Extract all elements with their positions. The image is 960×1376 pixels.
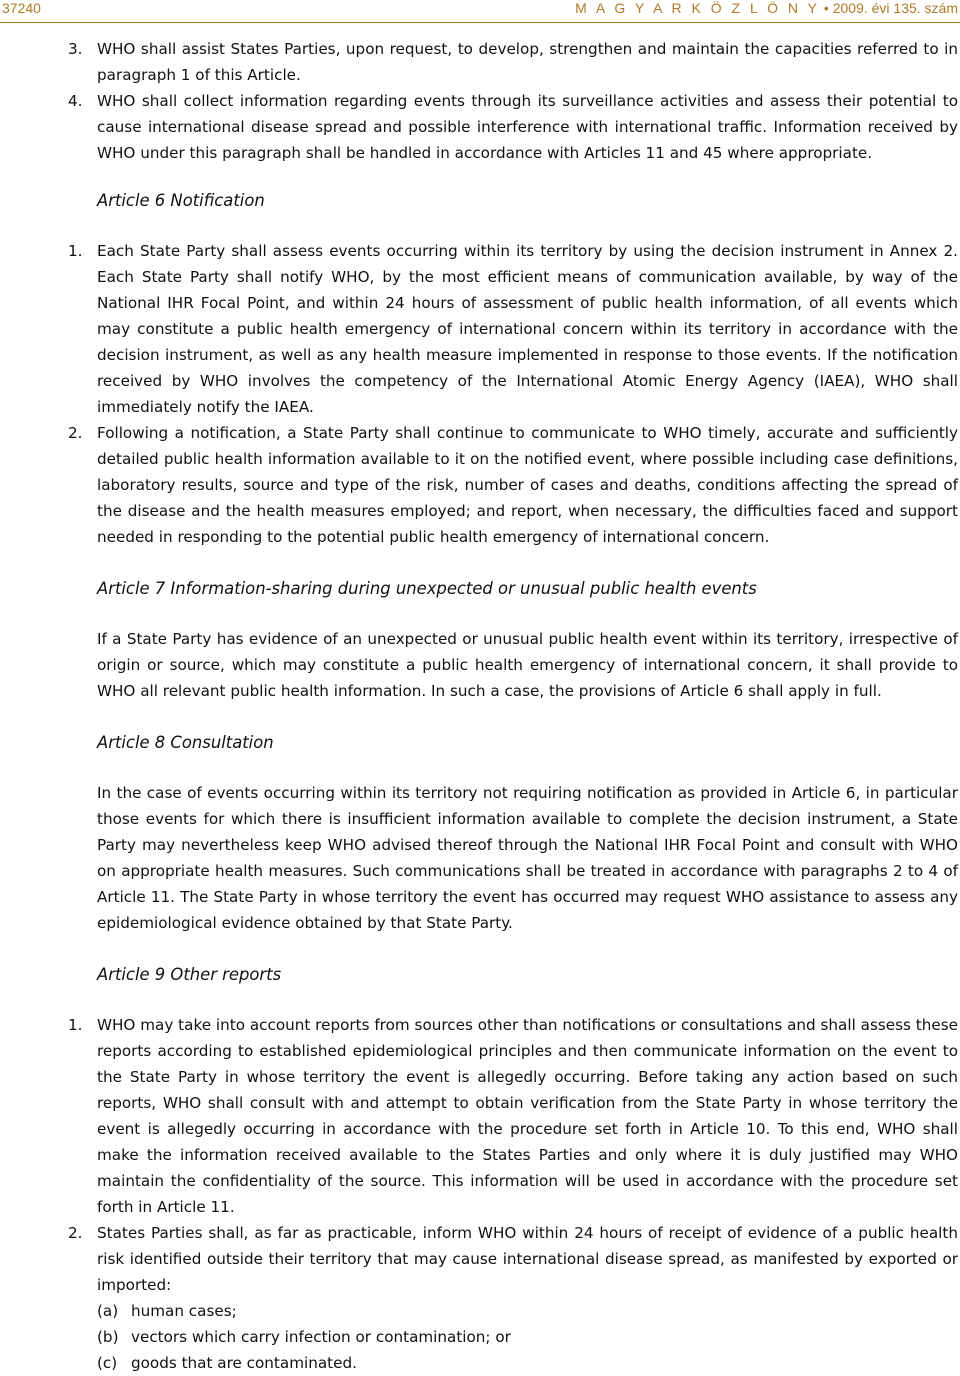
article-6-item: [0, 238, 960, 420]
intro-item: [0, 36, 960, 88]
journal-info: [575, 0, 958, 16]
article-8-heading: Article 8 Consultation: [97, 733, 274, 752]
article-9-heading: Article 9 Other reports: [97, 965, 282, 984]
sub-item-label: (c): [97, 1354, 118, 1372]
header-rule: [0, 22, 960, 23]
item-number: 4.: [68, 92, 83, 110]
item-text: WHO may take into account reports from sources other than notifications or consultations and shall assess these reports according to established epidemiological principles and then communicate information on the event to the State Party in whose territory the event is allegedly occurring. Before taking any action based on such reports, WHO shall consult with and attempt to obtain verification from the State Party in whose territory the event is allegedly occurring in accordance with the procedure set forth in Article 10. To this end, WHO shall make the information received available to the States Parties and only where it is duly justified may WHO maintain the confidentiality of the source. This information will be used in accordance with the procedure set forth in Article 11.: [97, 1016, 958, 1216]
item-number: 1.: [68, 242, 83, 260]
item-number: 2.: [68, 424, 83, 442]
sub-item-label: (b): [97, 1328, 119, 1346]
article-7-text: If a State Party has evidence of an unexpected or unusual public health event within its territory, irrespective of origin or source, which may constitute a public health emergency of international concern, it shall provide to WHO all relevant public health information. In such a case, the provisions of Article 6 shall apply in full.: [97, 630, 958, 700]
article-9-item: [0, 1220, 960, 1298]
sub-item: [0, 1350, 960, 1376]
issue-number: 2009. évi 135. szám: [832, 0, 958, 16]
intro-item: [0, 88, 960, 166]
article-8-text: In the case of events occurring within its territory not requiring notification as provided in Article 6, in particular those events for which there is insufficient information available to complete the decision instrument, a State Party may nevertheless keep WHO advised thereof through the National IHR Focal Point and consult with WHO on appropriate health measures. Such communications shall be treated in accordance with paragraphs 2 to 4 of Article 11. The State Party in whose territory the event has occurred may request WHO assistance to assess any epidemiological evidence obtained by that State Party.: [97, 784, 958, 932]
article-7-heading: Article 7 Information-sharing during unexpected or unusual public health events: [97, 579, 757, 598]
sub-item-text: human cases;: [131, 1302, 237, 1320]
item-text: States Parties shall, as far as practicable, inform WHO within 24 hours of receipt of evidence of a public health risk identified outside their territory that may cause international disease spread, as manifested by exported or imported:: [97, 1224, 958, 1294]
page-header: [0, 0, 960, 22]
sub-item-text: goods that are contaminated.: [131, 1354, 357, 1372]
item-number: 2.: [68, 1224, 83, 1242]
journal-name: M A G Y A R K Ö Z L Ö N Y: [575, 0, 821, 16]
item-text: WHO shall collect information regarding events through its surveillance activities and assess their potential to cause international disease spread and possible interference with international traffic. Information received by WHO under this paragraph shall be handled in accordance with Articles 11 and 45 where appropriate.: [97, 92, 958, 162]
sub-item-text: vectors which carry infection or contamination; or: [131, 1328, 511, 1346]
sub-item: [0, 1298, 960, 1324]
bullet-separator: •: [823, 0, 829, 16]
article-9-item: [0, 1012, 960, 1220]
item-text: Each State Party shall assess events occurring within its territory by using the decision instrument in Annex 2. Each State Party shall notify WHO, by the most efficient means of communication available, by way of the National IHR Focal Point, and within 24 hours of assessment of public health information, of all events which may constitute a public health emergency of international concern within its territory in accordance with the decision instrument, as well as any health measure implemented in response to those events. If the notification received by WHO involves the competency of the International Atomic Energy Agency (IAEA), WHO shall immediately notify the IAEA.: [97, 242, 958, 416]
article-6-item: [0, 420, 960, 550]
document-body: [0, 36, 960, 1376]
page-number: 37240: [2, 0, 41, 16]
sub-item: [0, 1324, 960, 1350]
item-number: 1.: [68, 1016, 83, 1034]
item-text: Following a notification, a State Party shall continue to communicate to WHO timely, accurate and sufficiently detailed public health information available to it on the notified event, where possible including case definitions, laboratory results, source and type of the risk, number of cases and deaths, conditions affecting the spread of the disease and the health measures employed; and report, when necessary, the difficulties faced and support needed in responding to the potential public health emergency of international concern.: [97, 424, 958, 546]
article-6-heading: Article 6 Notification: [97, 191, 265, 210]
item-text: WHO shall assist States Parties, upon request, to develop, strengthen and maintain the capacities referred to in paragraph 1 of this Article.: [97, 40, 958, 84]
item-number: 3.: [68, 40, 83, 58]
sub-item-label: (a): [97, 1302, 119, 1320]
